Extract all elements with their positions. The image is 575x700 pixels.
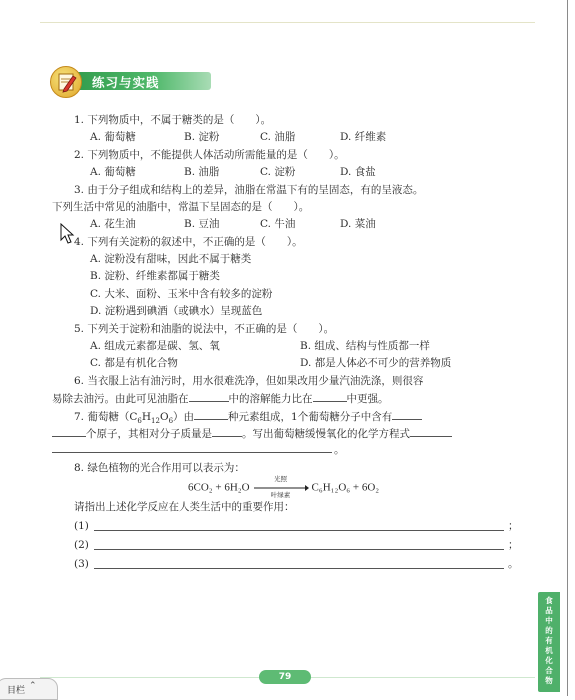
q4-option-c: C. 大米、面粉、玉米中含有较多的淀粉: [90, 288, 273, 300]
q7-blank-5[interactable]: [410, 426, 452, 437]
q7-blank-4[interactable]: [212, 426, 242, 437]
q8-answer-line-1[interactable]: [94, 530, 504, 531]
q1-option-d: D. 纤维素: [340, 131, 387, 143]
q8-label-1: (1): [74, 520, 89, 532]
photosynthesis-equation: [188, 476, 380, 499]
q7-formula-o: O: [159, 411, 169, 423]
q7-blank-2[interactable]: [392, 409, 422, 420]
q7-formula-h: H: [141, 411, 152, 423]
q4-option-a: A. 淀粉没有甜味，因此不属于糖类: [90, 253, 252, 265]
q3-option-b: B. 豆油: [184, 218, 220, 230]
q8-answer-line-2[interactable]: [94, 549, 504, 550]
q7-text-b: ）由: [173, 411, 195, 423]
q7-period: 。: [334, 444, 345, 456]
q7-text-a: 7. 葡萄糖（: [74, 411, 130, 423]
arrow-condition-bottom: 叶绿素: [270, 492, 291, 499]
viewer-tab-label: 目栏: [7, 686, 26, 696]
q2-option-b: B. 油脂: [184, 166, 220, 178]
equation-lhs: 6CO₂ + 6H₂O: [188, 481, 250, 494]
reaction-arrow: [253, 476, 309, 499]
q7-text-e: 。写出葡萄糖缓慢氧化的化学方程式: [242, 428, 410, 440]
q7-blank-1[interactable]: [194, 409, 228, 420]
q6-blank-2[interactable]: [313, 391, 347, 402]
q8-end-1: ；: [508, 520, 519, 532]
q2-stem: 2. 下列物质中，不能提供人体活动所需能量的是（ ）。: [74, 149, 345, 161]
q3-option-d: D. 菜油: [340, 218, 376, 230]
q4-option-b: B. 淀粉、纤维素都属于糖类: [90, 270, 220, 282]
q6-line2: [52, 391, 389, 406]
q8-stem: 8. 绿色植物的光合作用可以表示为：: [74, 462, 245, 474]
q5-option-c: C. 都是有机化合物: [90, 357, 178, 369]
viewer-bottom-tab[interactable]: [0, 678, 58, 700]
q7-formula-c: C: [129, 411, 138, 423]
q4-option-d: D. 淀粉遇到碘酒（或碘水）呈现蓝色: [90, 305, 263, 317]
q5-stem: 5. 下列关于淀粉和油脂的说法中，不正确的是（ ）。: [74, 323, 335, 335]
section-title: 练习与实践: [92, 75, 160, 90]
q6-text-a: 易除去油污。由此可见油脂在: [52, 393, 189, 405]
arrow-condition-top: 光照: [274, 476, 288, 483]
q7-sub-3: 6: [168, 417, 174, 426]
q7-blank-3[interactable]: [52, 426, 86, 437]
q1-stem: 1. 下列物质中，不属于糖类的是（ ）。: [74, 114, 272, 126]
q2-option-c: C. 淀粉: [260, 166, 296, 178]
page-edge: [567, 0, 568, 696]
q3-stem-line2: 下列生活中常见的油脂中，常温下呈固态的是（ ）。: [52, 201, 310, 213]
q6-line1: 6. 当衣服上沾有油污时，用水很难洗净，但如果改用少量汽油洗涤，则很容: [74, 375, 424, 387]
q6-blank-1[interactable]: [189, 391, 229, 402]
q8-label-2: (2): [74, 539, 89, 551]
q2-option-a: A. 葡萄糖: [90, 166, 136, 178]
q2-option-d: D. 食盐: [340, 166, 376, 178]
chevron-up-icon: ⌃: [29, 681, 37, 691]
q8-label-3: (3): [74, 558, 89, 570]
page-number: 79: [278, 672, 292, 682]
q5-option-b: B. 组成、结构与性质都一样: [300, 340, 430, 352]
q3-option-c: C. 牛油: [260, 218, 296, 230]
q7-sub-1: 6: [137, 417, 142, 426]
q1-option-b: B. 淀粉: [184, 131, 220, 143]
q7-text-d: 个原子，其相对分子质量是: [86, 428, 212, 440]
q5-option-d: D. 都是人体必不可少的营养物质: [300, 357, 452, 369]
q3-stem-line1: 3. 由于分子组成和结构上的差异，油脂在常温下有的呈固态，有的呈液态。: [74, 184, 424, 196]
q6-text-b: 中的溶解能力比在: [228, 393, 313, 405]
q8-prompt: 请指出上述化学反应在人类生活中的重要作用：: [74, 501, 295, 513]
header-badge: [50, 66, 82, 98]
q3-option-a: A. 花生油: [90, 218, 136, 230]
pencil-icon: [56, 71, 78, 93]
q5-option-a: A. 组成元素都是碳、氢、氧: [90, 340, 220, 352]
q1-option-a: A. 葡萄糖: [90, 131, 136, 143]
q7-sub-2: 12: [151, 417, 160, 426]
q7-line2: [52, 426, 452, 441]
chapter-side-tab-label: 食品中的有机化合物: [545, 596, 553, 685]
q4-stem: 4. 下列有关淀粉的叙述中，不正确的是（ ）。: [74, 236, 303, 248]
top-rule: [40, 22, 535, 23]
q8-end-2: ；: [508, 539, 519, 551]
q1-option-c: C. 油脂: [260, 131, 296, 143]
q7-text-c: 种元素组成，1个葡萄糖分子中含有: [228, 411, 393, 423]
equation-rhs: C₆H₁₂O₆ + 6O₂: [311, 481, 380, 494]
section-header: [50, 66, 225, 96]
q7-equation-line[interactable]: [52, 452, 332, 453]
q8-end-3: 。: [508, 558, 519, 570]
q8-answer-line-3[interactable]: [94, 568, 504, 569]
q6-text-c: 中更强。: [346, 393, 389, 405]
